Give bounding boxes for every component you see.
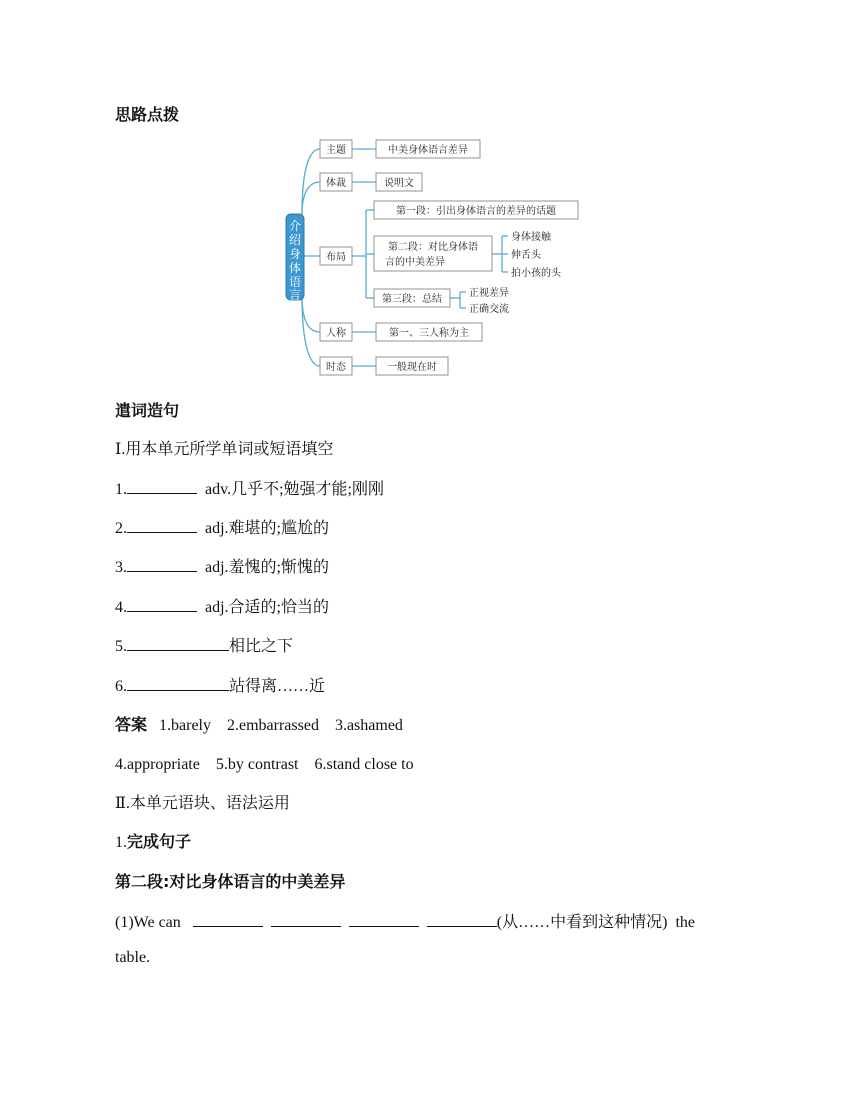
- list-item: 1. adv.几乎不;勉强才能;刚刚: [115, 481, 384, 498]
- layout-paragraph-2-line1: 第二段：对比身体语: [388, 242, 478, 253]
- p3-item: 正视差异: [469, 288, 509, 299]
- section-title-tips: 思路点拨: [115, 105, 180, 124]
- answer-blank[interactable]: [127, 676, 229, 691]
- tense-value: 一般现在时: [387, 362, 437, 373]
- branch-person: 人称: [326, 328, 346, 339]
- branch-layout: 布局: [326, 252, 346, 263]
- subsection-title: 1.完成句子: [115, 832, 192, 851]
- person-value: 第一、三人称为主: [389, 328, 469, 339]
- svg-text:介: 介: [288, 219, 302, 233]
- answer-blank[interactable]: [127, 557, 197, 572]
- branch-topic: 主题: [326, 145, 346, 156]
- p2-item: 伸舌头: [511, 250, 541, 261]
- list-item: 4. adj.合适的;恰当的: [115, 599, 329, 616]
- svg-text:语: 语: [288, 275, 302, 289]
- answer-blank[interactable]: [271, 912, 341, 927]
- list-item: 2. adj.难堪的;尴尬的: [115, 520, 329, 537]
- answer-text: 1.barely 2.embarrassed 3.ashamed: [159, 717, 403, 734]
- answer-blank[interactable]: [349, 912, 419, 927]
- topic-value: 中美身体语言差异: [388, 145, 468, 156]
- question-1-continued: table.: [115, 949, 151, 966]
- layout-paragraph-3: 第三段：总结: [382, 294, 442, 305]
- branch-genre: 体裁: [326, 178, 346, 189]
- answer-blank[interactable]: [127, 636, 229, 651]
- list-item: 3. adj.羞愧的;惭愧的: [115, 559, 329, 576]
- answer-text-line2: 4.appropriate 5.by contrast 6.stand close to: [115, 756, 414, 773]
- svg-text:绍: 绍: [288, 233, 302, 247]
- question-1: (1)We can (从……中看到这种情况) the: [115, 914, 695, 931]
- p2-item: 身体接触: [511, 232, 551, 243]
- list-item: 6. 站得离……近: [115, 678, 326, 695]
- part2-title: Ⅱ.本单元语块、语法运用: [115, 795, 290, 812]
- answer-blank[interactable]: [127, 479, 197, 494]
- mind-map-diagram: [280, 136, 580, 380]
- layout-paragraph-2-line2: 言的中美差异: [385, 257, 445, 268]
- mind-map-root: [289, 219, 301, 302]
- answer-line: [115, 712, 403, 735]
- genre-value: 说明文: [384, 178, 414, 189]
- answer-blank[interactable]: [127, 518, 197, 533]
- branch-tense: 时态: [326, 362, 346, 373]
- part1-title: Ⅰ.用本单元所学单词或短语填空: [115, 441, 334, 458]
- list-item: 5. 相比之下: [115, 638, 294, 655]
- layout-paragraph-1: 第一段：引出身体语言的差异的话题: [396, 206, 556, 217]
- p2-item: 拍小孩的头: [511, 268, 561, 279]
- answer-blank[interactable]: [127, 597, 197, 612]
- paragraph-title: 第二段:对比身体语言的中美差异: [115, 872, 346, 891]
- answer-blank[interactable]: [427, 912, 497, 927]
- section-title-vocab: 遣词造句: [115, 401, 180, 420]
- svg-text:体: 体: [288, 261, 302, 275]
- svg-text:言: 言: [288, 288, 302, 302]
- svg-text:身: 身: [288, 247, 302, 261]
- p3-item: 正确交流: [469, 304, 509, 315]
- answer-blank[interactable]: [193, 912, 263, 927]
- answer-label: 答案: [115, 715, 148, 734]
